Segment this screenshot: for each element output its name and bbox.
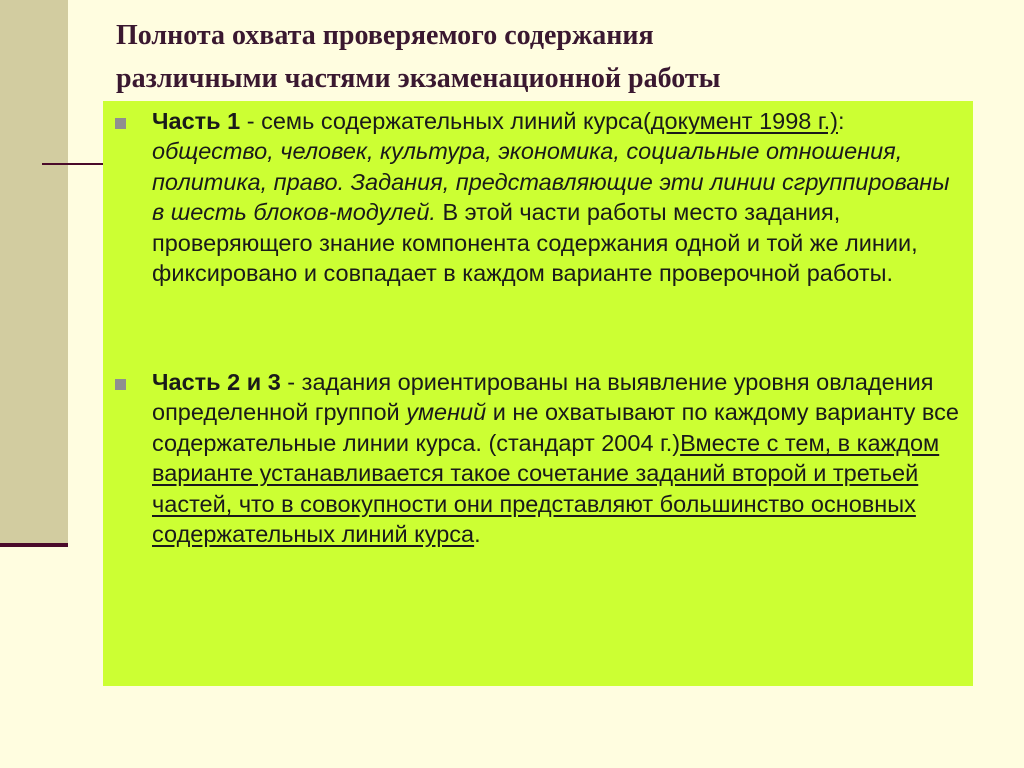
bullet-heading: Часть 2 и 3: [152, 369, 281, 395]
bullet-text-part-2-3: [152, 367, 962, 549]
document-1998-link[interactable]: документ 1998 г.): [650, 108, 838, 134]
bullet-text-segment: - семь содержательных линий курса(: [240, 108, 651, 134]
slide-title: [116, 14, 996, 100]
slide-title-line-1: Полнота охвата проверяемого содержания: [116, 20, 654, 51]
square-bullet-icon: [115, 118, 126, 129]
bullet-text-segment: и не охватывают по каждому варианту все содержательные линии курса. (стандарт 2004 г.): [152, 399, 959, 456]
bullet-italic-text: умений: [406, 399, 487, 426]
square-bullet-icon: [115, 379, 126, 390]
left-decorative-strip: [0, 0, 68, 546]
content-box: [103, 101, 973, 686]
title-rule: [42, 163, 104, 165]
coverage-link[interactable]: Вместе с тем, в каждом варианте устанавливается такое сочетание заданий второй и третьей частей, что в совокупности они представляют большинство основных содержательных линий курса: [152, 429, 940, 548]
bullet-text-segment: .: [474, 521, 481, 548]
bullet-text-segment: В этой части работы место задания, проверяющего знание компонента содержания одной и той же линии, фиксировано и совпадает в каждом варианте проверочной работы.: [152, 199, 918, 287]
bullet-text-segment: - задания ориентированы на выявление уровня овладения определенной группой: [152, 369, 934, 426]
slide-title-line-2: различными частями экзаменационной работы: [116, 63, 721, 94]
bullet-text-part-1: [152, 106, 962, 288]
bullet-italic-text: общество, человек, культура, экономика, социальные отношения, политика, право. Задания, представляющие эти линии сгруппированы в шесть блоков-модулей.: [152, 138, 950, 226]
bullet-heading: Часть 1: [152, 108, 241, 134]
bullet-text-segment: :: [837, 108, 845, 134]
strip-bottom-line: [0, 543, 68, 547]
